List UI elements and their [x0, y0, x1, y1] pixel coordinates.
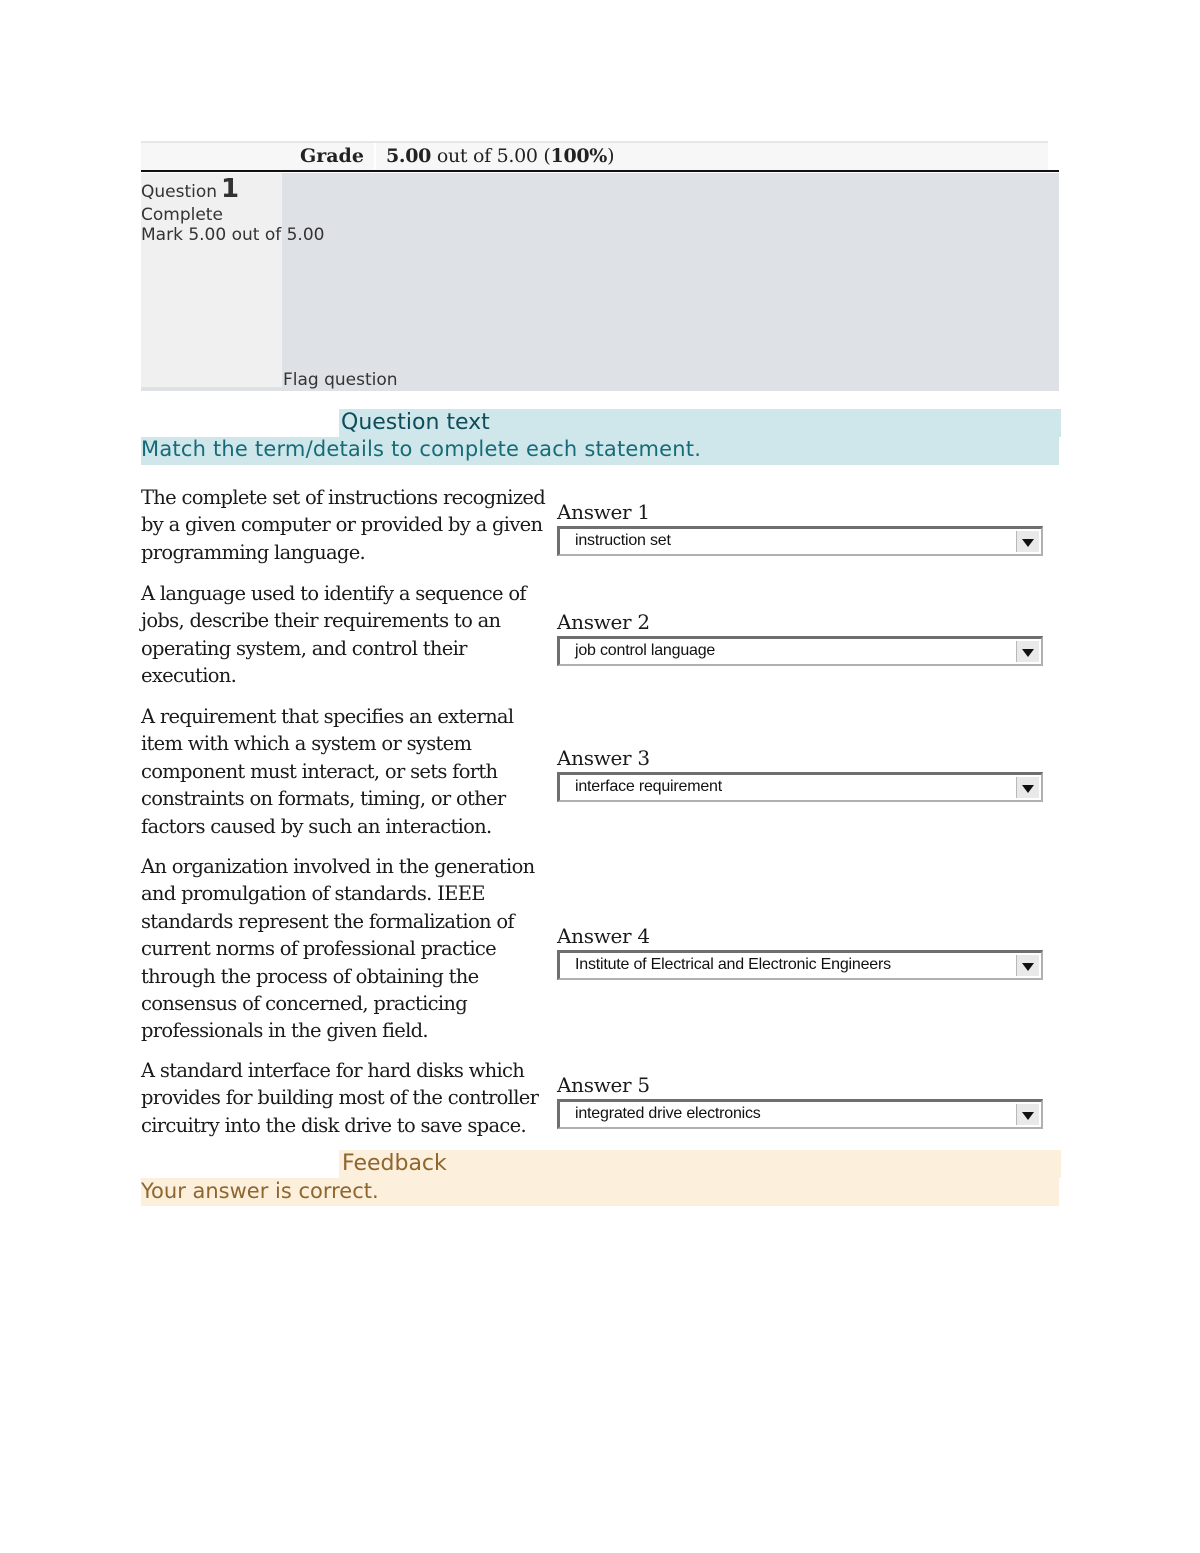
- answer-select-2[interactable]: [557, 636, 1043, 666]
- answer-select-5[interactable]: [557, 1099, 1043, 1129]
- question-prefix: Question: [141, 182, 218, 202]
- chevron-down-icon[interactable]: [1016, 531, 1039, 552]
- answer-select-5-value: integrated drive electronics: [575, 1105, 761, 1122]
- question-number: [141, 174, 239, 204]
- answer-select-2-value: job control language: [575, 642, 716, 659]
- feedback-heading-band: [339, 1150, 1061, 1178]
- feedback-body: Your answer is correct.: [141, 1179, 379, 1203]
- chevron-down-icon[interactable]: [1016, 955, 1039, 976]
- stem-5: A standard interface for hard disks which provides for building most of the controller circuitry into the disk drive to save space.: [141, 1059, 539, 1137]
- stem-1: The complete set of instructions recognized by a given computer or provided by a given programming language.: [141, 486, 546, 564]
- question-number-value: 1: [221, 174, 240, 204]
- answer-label-3: Answer 3: [557, 746, 650, 770]
- question-state: Complete: [141, 205, 223, 225]
- chevron-down-icon[interactable]: [1016, 641, 1039, 662]
- stem-4: An organization involved in the generation and promulgation of standards. IEEE standards represent the formalization of current norms of professional practice through the process of obtaining the consensus of concerned, practicing professionals in the given field.: [141, 855, 535, 1043]
- grade-value: [386, 145, 614, 167]
- answer-label-2: Answer 2: [557, 610, 650, 634]
- question-text-body: Match the term/details to complete each statement.: [141, 437, 702, 461]
- answer-select-4[interactable]: [557, 950, 1043, 980]
- question-text-heading: Question text: [341, 410, 490, 435]
- grade-percent: 100%: [550, 145, 608, 167]
- answer-label-1: Answer 1: [557, 500, 650, 524]
- chevron-down-icon[interactable]: [1016, 1104, 1039, 1125]
- flag-question-link[interactable]: Flag question: [283, 370, 398, 390]
- feedback-heading: Feedback: [342, 1151, 447, 1176]
- answer-select-1-value: instruction set: [575, 532, 671, 549]
- chevron-down-icon[interactable]: [1016, 777, 1039, 798]
- grade-out-of: out of 5.00 (: [431, 145, 551, 167]
- stem-3: A requirement that specifies an external item with which a system or system component must interact, or sets forth constraints on formats, timing, or other factors caused by such an interaction.: [141, 705, 514, 838]
- grade-close: ): [607, 145, 615, 167]
- grade-separator: [374, 143, 376, 169]
- answer-label-4: Answer 4: [557, 924, 650, 948]
- answer-select-1[interactable]: [557, 526, 1043, 556]
- answer-select-3-value: interface requirement: [575, 778, 722, 795]
- answer-select-4-value: Institute of Electrical and Electronic Engineers: [575, 956, 891, 973]
- stem-2: A language used to identify a sequence of jobs, describe their requirements to an operating system, and control their execution.: [141, 582, 526, 688]
- question-mark: Mark 5.00 out of 5.00: [141, 225, 325, 245]
- grade-score: 5.00: [386, 145, 432, 167]
- grade-divider: [141, 170, 1059, 172]
- answer-label-5: Answer 5: [557, 1073, 650, 1097]
- grade-label: Grade: [300, 145, 364, 167]
- answer-select-3[interactable]: [557, 772, 1043, 802]
